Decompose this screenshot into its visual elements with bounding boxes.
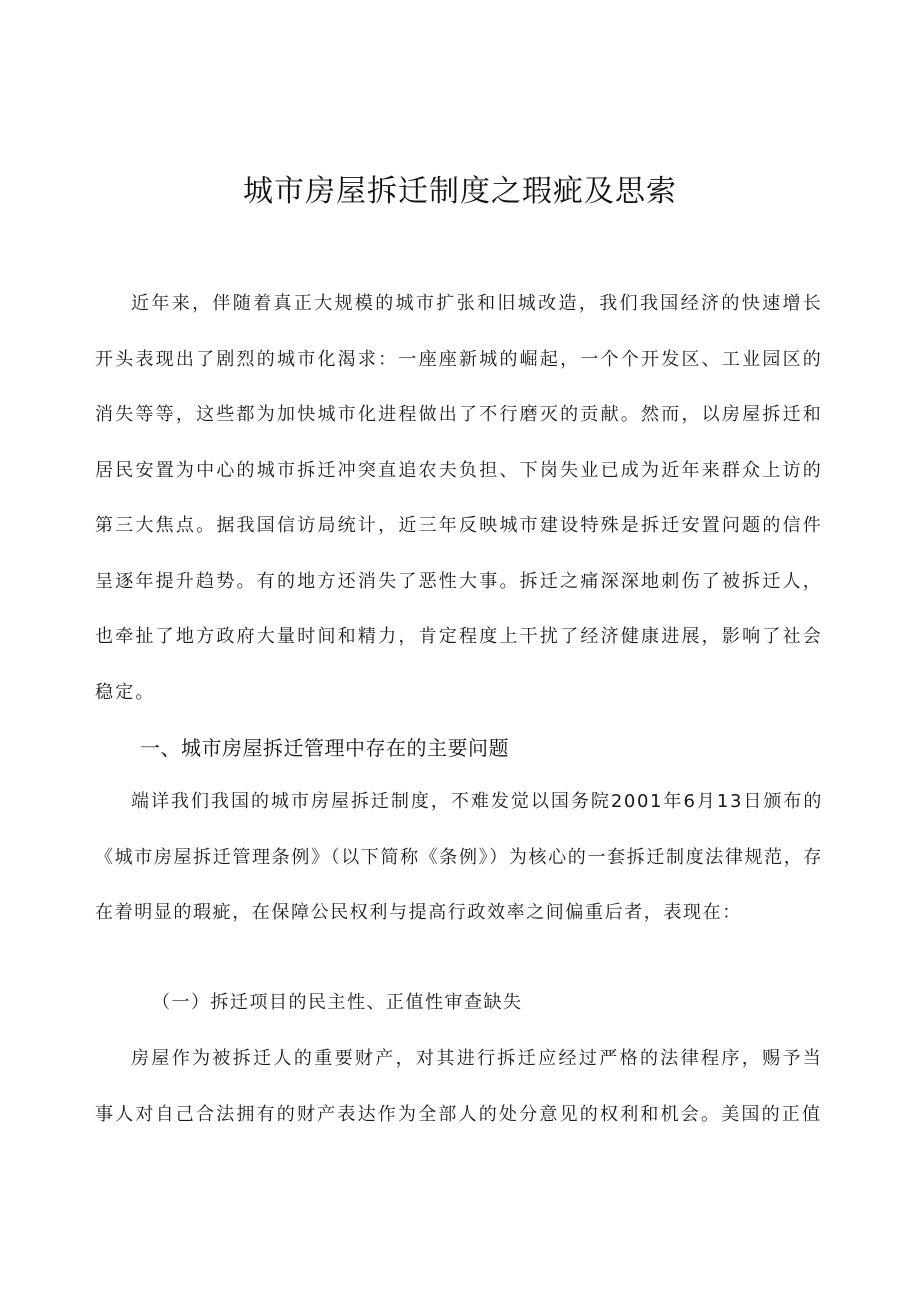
review-paragraph: 端详我们我国的城市房屋拆迁制度，不难发觉以国务院2001年6月13日颁布的《城市房屋拆迁管理条例》（以下简称《条例》）为核心的一套拆迁制度法律规范，存在着明显的瑕疵，在保障公民权利与提高行政效率之间偏重后者，表现在： (95, 791, 823, 923)
subsection-heading: （一）拆迁项目的民主性、正值性审查缺失 (152, 992, 523, 1013)
section-heading: 一、城市房屋拆迁管理中存在的主要问题 (140, 736, 509, 760)
intro-paragraph: 近年来，伴随着真正大规模的城市扩张和旧城改造，我们我国经济的快速增长开头表现出了剧烈的城市化渴求：一座座新城的崛起，一个个开发区、工业园区的消失等等，这些都为加快城市化进程做出了不行磨灭的贡献。然而，以房屋拆迁和居民安置为中心的城市拆迁冲突直追农夫负担、下岗失业已成为近年来群众上访的第三大焦点。据我国信访局统计，近三年反映城市建设特殊是拆迁安置问题的信件呈逐年提升趋势。有的地方还消失了恶性大事。拆迁之痛深深地刺伤了被拆迁人，也牵扯了地方政府大量时间和精力，肯定程度上干扰了经济健康进展，影响了社会稳定。 (95, 293, 823, 703)
document-title: 城市房屋拆迁制度之瑕疵及思索 (243, 174, 677, 209)
property-paragraph: 房屋作为被拆迁人的重要财产，对其进行拆迁应经过严格的法律程序，赐予当事人对自己合法拥有的财产表达作为全部人的处分意见的权利和机会。美国的正值 (95, 1048, 823, 1125)
